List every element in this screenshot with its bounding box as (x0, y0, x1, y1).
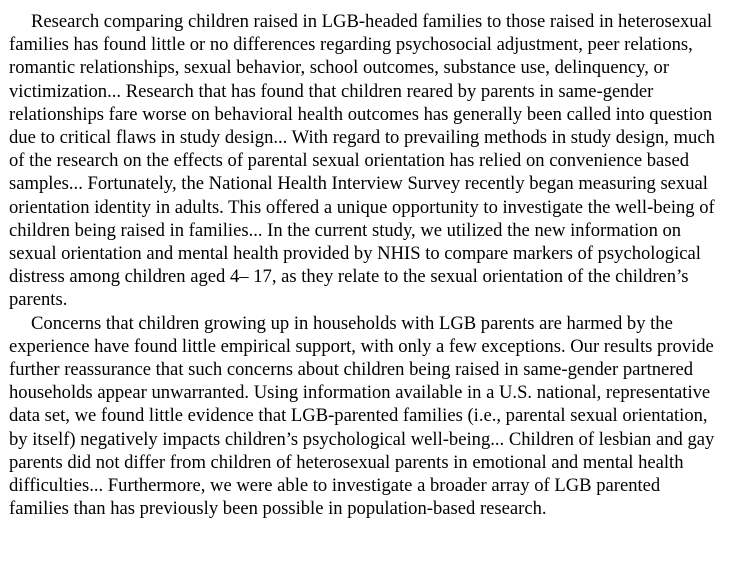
paragraph-1: Research comparing children raised in LGB-headed families to those raised in heterosexual families has found little or no differences regarding psychosocial adjustment, peer relations, romantic relationships, sexual behavior, school outcomes, substance use, delinquency, or victimization... Research that has found that children reared by parents in same-gender relationships fare worse on behavioral health outcomes has generally been called into question due to critical flaws in study design... With regard to prevailing methods in study design, much of the research on the effects of parental sexual orientation has relied on convenience based samples... Fortunately, the National Health Interview Survey recently began measuring sexual orientation identity in adults. This offered a unique opportunity to investigate the well-being of children being raised in families... In the current study, we utilized the new information on sexual orientation and mental health provided by NHIS to compare markers of psychological distress among children aged 4– 17, as they relate to the sexual orientation of the children’s parents. (9, 11, 715, 311)
document-body (9, 10, 721, 520)
paragraph-2: Concerns that children growing up in households with LGB parents are harmed by the experience have found little empirical support, with only a few exceptions. Our results provide further reassurance that such concerns about children being raised in same-gender partnered households appear unwarranted. Using information available in a U.S. national, representative data set, we found little evidence that LGB-parented families (i.e., parental sexual orientation, by itself) negatively impacts children’s psychological well-being... Children of lesbian and gay parents did not differ from children of heterosexual parents in emotional and mental health difficulties... Furthermore, we were able to investigate a broader array of LGB parented families than has previously been possible in population-based research. (9, 312, 715, 520)
